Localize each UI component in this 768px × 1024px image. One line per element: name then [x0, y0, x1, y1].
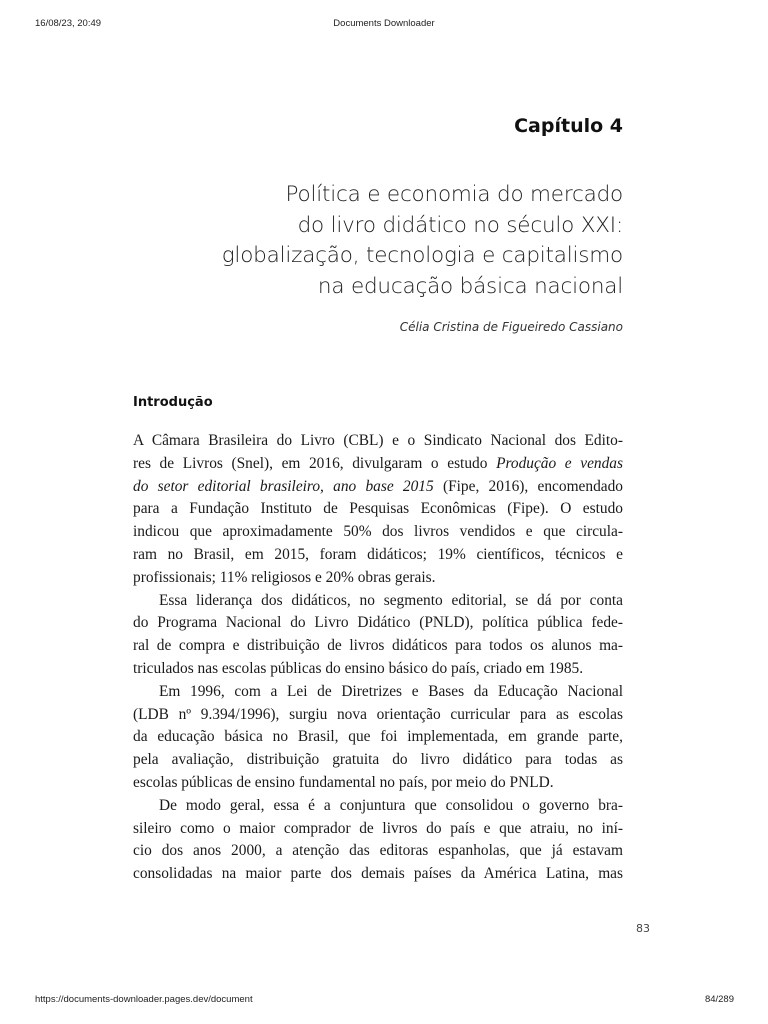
- text-line: do setor editorial brasileiro, ano base 2015 (Fipe, 2016), encomendado: [133, 477, 623, 495]
- emphasis: Produção e vendas: [496, 454, 623, 472]
- text-line: triculados nas escolas públicas do ensino básico do país, criado em 1985.: [133, 659, 584, 677]
- text-line: consolidadas na maior parte dos demais países da América Latina, mas: [133, 865, 623, 883]
- author-name: Célia Cristina de Figueiredo Cassiano: [399, 320, 623, 334]
- text-line: (LDB nº 9.394/1996), surgiu nova orientação curricular para as escolas: [133, 705, 623, 723]
- chapter-title: [133, 180, 623, 302]
- body-text: [133, 430, 623, 886]
- text-line: De modo geral, essa é a conjuntura que consolidou o governo bra-: [159, 796, 623, 814]
- text-line: A Câmara Brasileira do Livro (CBL) e o Sindicato Nacional dos Edito-: [133, 432, 623, 449]
- text-line: ram no Brasil, em 2015, foram didáticos; 19% científicos, técnicos e: [133, 545, 623, 563]
- section-heading: Introdução: [133, 395, 213, 410]
- print-datetime: 16/08/23, 20:49: [35, 18, 102, 29]
- text-line: da educação básica no Brasil, que foi implementada, em grande parte,: [133, 728, 623, 746]
- text-line: sileiro como o maior comprador de livros do país e que atraiu, no iní-: [133, 819, 623, 837]
- chapter-title-line: do livro didático no século XXI:: [297, 212, 623, 238]
- print-footer: [0, 994, 768, 1008]
- chapter-title-line: Política e economia do mercado: [285, 182, 623, 207]
- text-line: do Programa Nacional do Livro Didático (PNLD), política pública fede-: [133, 614, 623, 632]
- text-line: pela avaliação, distribuição gratuita do livro didático para todas as: [133, 751, 623, 769]
- text-line: cio dos anos 2000, a atenção das editoras espanholas, que já estavam: [133, 842, 623, 860]
- page-number: 83: [636, 922, 650, 935]
- text-line: Em 1996, com a Lei de Diretrizes e Bases da Educação Nacional: [159, 682, 623, 700]
- print-header: [0, 18, 768, 32]
- text-line: res de Livros (Snel), em 2016, divulgaram o estudo Produção e vendas: [133, 454, 623, 472]
- text-line: para a Fundação Instituto de Pesquisas Econômicas (Fipe). O estudo: [133, 500, 623, 518]
- chapter-title-line: na educação básica nacional: [317, 273, 623, 299]
- text-line: escolas públicas de ensino fundamental no país, por meio do PNLD.: [133, 773, 554, 791]
- text-line: indicou que aproximadamente 50% dos livros vendidos e que circula-: [133, 523, 623, 541]
- book-page: [133, 90, 623, 886]
- print-title: Documents Downloader: [333, 18, 435, 29]
- text-line: Essa liderança dos didáticos, no segmento editorial, se dá por conta: [159, 591, 623, 609]
- text-line: profissionais; 11% religiosos e 20% obras gerais.: [133, 568, 436, 586]
- document-url[interactable]: https://documents-downloader.pages.dev/document: [35, 994, 253, 1005]
- emphasis: do setor editorial brasileiro, ano base 2015: [133, 477, 434, 495]
- page-counter: 84/289: [704, 994, 734, 1005]
- chapter-label: Capítulo 4: [514, 115, 623, 137]
- text-line: ral de compra e distribuição de livros didáticos para todos os alunos ma-: [133, 637, 623, 655]
- chapter-title-line: globalização, tecnologia e capitalismo: [221, 243, 623, 268]
